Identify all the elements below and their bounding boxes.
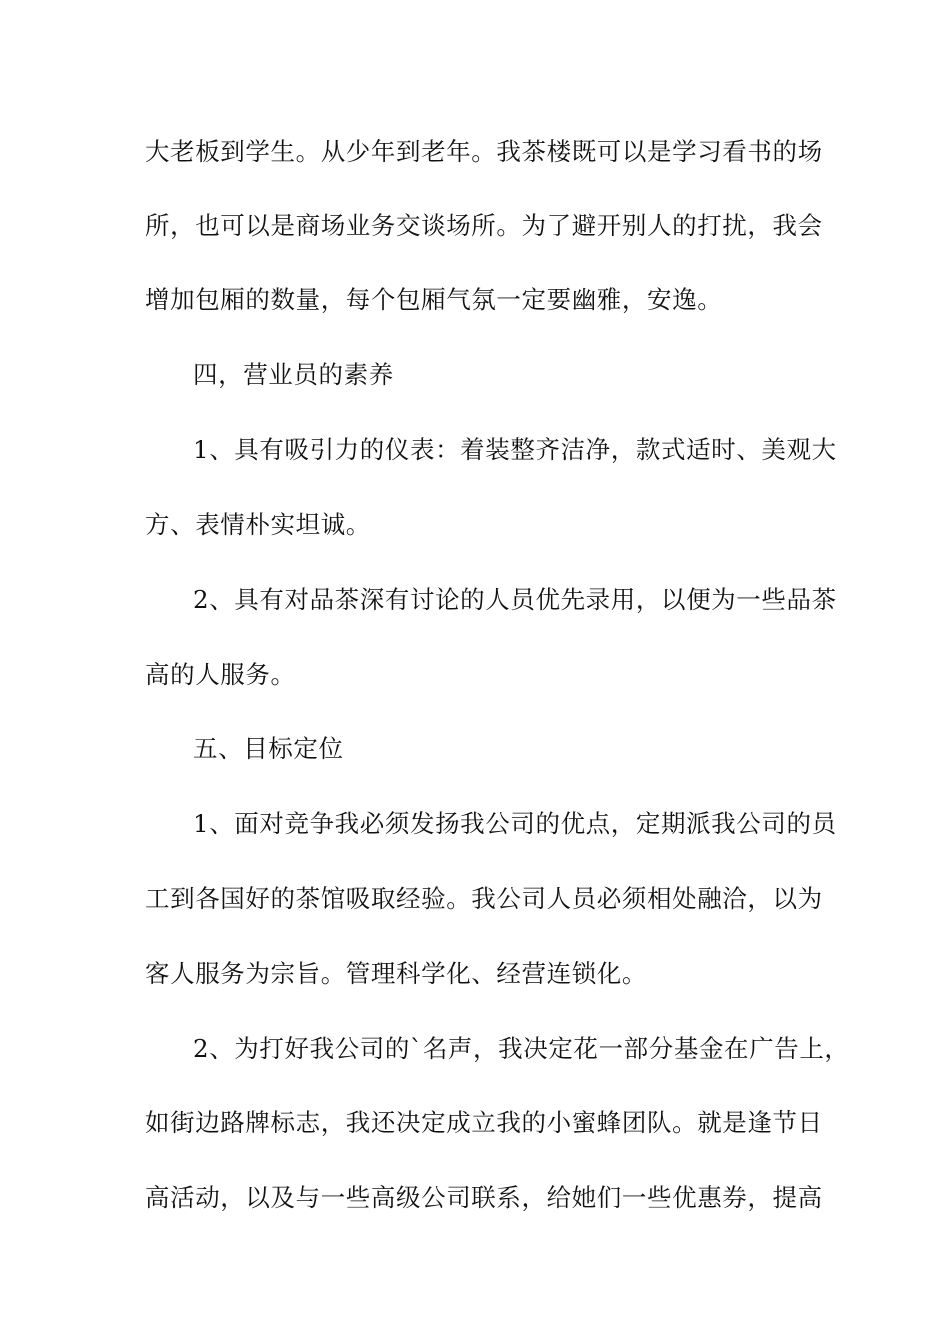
text-line: 增加包厢的数量，每个包厢气氛一定要幽雅，安逸。 bbox=[145, 285, 723, 314]
text-line: 1、面对竞争我必须发扬我公司的优点，定期派我公司的员 bbox=[193, 809, 837, 838]
text-line: 客人服务为宗旨。管理科学化、经营连锁化。 bbox=[145, 959, 647, 988]
text-line: 高活动，以及与一些高级公司联系，给她们一些优惠券，提高 bbox=[145, 1183, 823, 1212]
text-line: 1、具有吸引力的仪表：着装整齐洁净，款式适时、美观大 bbox=[193, 435, 837, 464]
section-heading: 五、目标定位 bbox=[193, 734, 344, 763]
text-line: 工到各国好的茶馆吸取经验。我公司人员必须相处融洽，以为 bbox=[145, 884, 823, 913]
text-line: 大老板到学生。从少年到老年。我茶楼既可以是学习看书的场 bbox=[145, 137, 823, 166]
text-line: 方、表情朴实坦诚。 bbox=[145, 510, 371, 539]
text-line: 2、为打好我公司的`名声，我决定花一部分基金在广告上， bbox=[193, 1034, 850, 1063]
text-line: 如街边路牌标志，我还决定成立我的小蜜蜂团队。就是逢节日 bbox=[145, 1108, 823, 1137]
text-line: 高的人服务。 bbox=[145, 660, 296, 689]
section-heading: 四，营业员的素养 bbox=[193, 360, 394, 389]
text-line: 2、具有对品茶深有讨论的人员优先录用，以便为一些品茶 bbox=[193, 585, 837, 614]
text-line: 所，也可以是商场业务交谈场所。为了避开别人的打扰，我会 bbox=[145, 211, 823, 240]
